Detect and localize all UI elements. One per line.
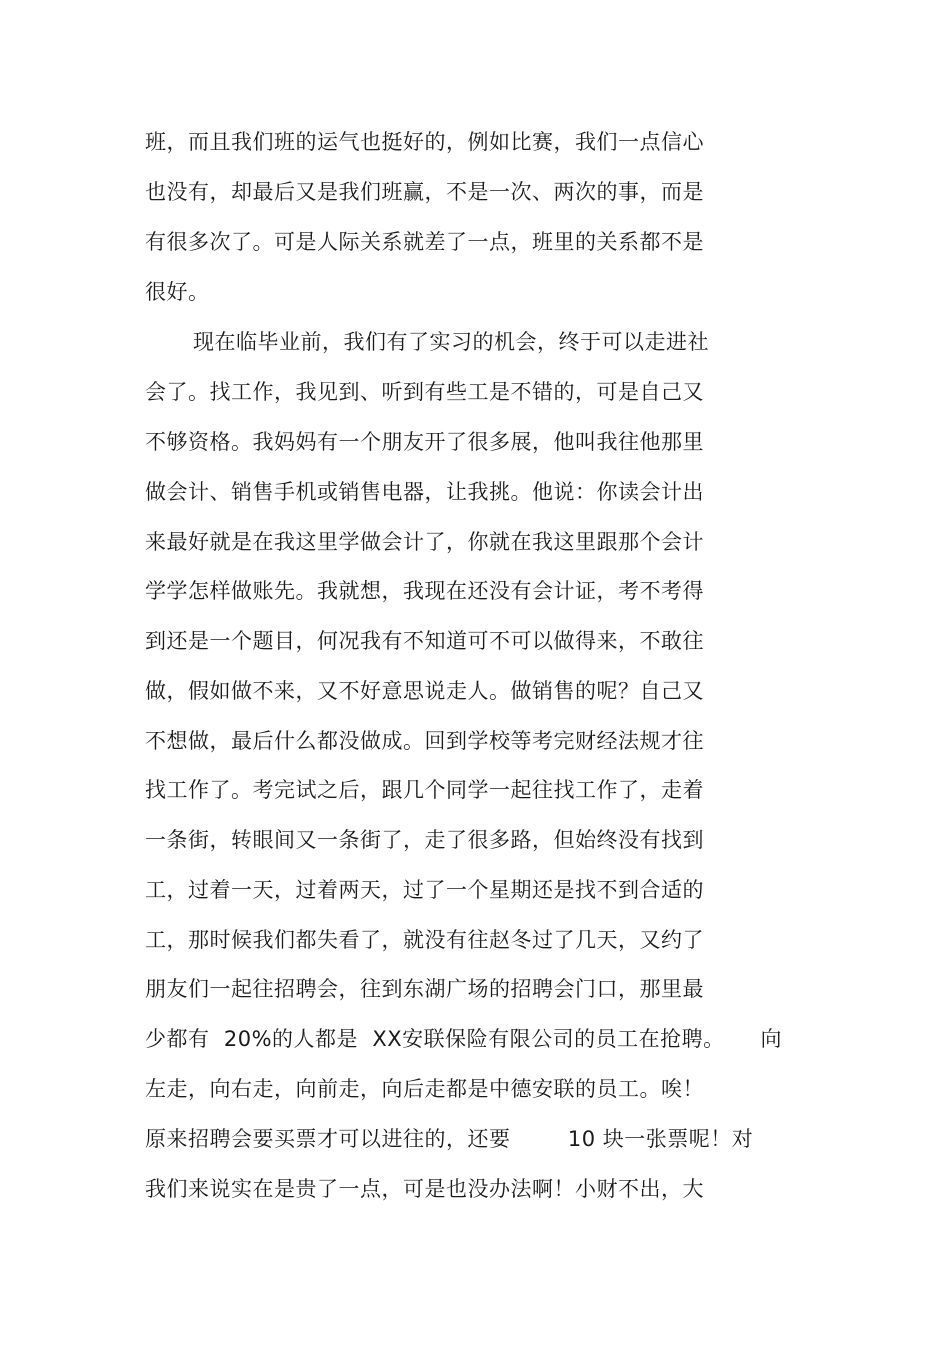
paragraph-line: 有很多次了。可是人际关系就差了一点，班里的关系都不是	[145, 230, 704, 254]
paragraph-line: 也没有，却最后又是我们班赢，不是一次、两次的事，而是	[145, 180, 704, 204]
paragraph-line: 工，过着一天，过着两天，过了一个星期还是找不到合适的	[145, 878, 704, 902]
paragraph-line: 找工作了。考完试之后，跟几个同学一起往找工作了，走着	[145, 778, 704, 802]
paragraph-line: 左走，向右走，向前走，向后走都是中德安联的员工。唉！	[145, 1077, 704, 1101]
paragraph-line: 不想做，最后什么都没做成。回到学校等考完财经法规才往	[145, 729, 704, 753]
paragraph-line: 来最好就是在我这里学做会计了，你就在我这里跟那个会计	[145, 530, 704, 554]
paragraph-line: 不够资格。我妈妈有一个朋友开了很多展，他叫我往他那里	[145, 430, 704, 454]
paragraph-line: 工，那时候我们都失看了，就没有往赵冬过了几天，又约了	[145, 928, 704, 952]
paragraph-line: 原来招聘会要买票才可以进往的，还要 10 块一张票呢！对	[145, 1127, 754, 1151]
paragraph-line: 做，假如做不来，又不好意思说走人。做销售的呢？自己又	[145, 679, 704, 703]
paragraph-line: 很好。	[145, 280, 210, 304]
paragraph-line: 班，而且我们班的运气也挺好的，例如比赛，我们一点信心	[145, 130, 704, 154]
paragraph-line: 少都有 20%的人都是 XX安联保险有限公司的员工在抢聘。 向	[145, 1027, 783, 1051]
paragraph-line: 做会计、销售手机或销售电器，让我挑。他说：你读会计出	[145, 480, 704, 504]
paragraph-line: 我们来说实在是贵了一点，可是也没办法啊！小财不出，大	[145, 1177, 704, 1201]
paragraph-first-line: 现在临毕业前，我们有了实习的机会，终于可以走进社	[193, 330, 709, 354]
paragraph-line: 朋友们一起往招聘会，往到东湖广场的招聘会门口，那里最	[145, 977, 704, 1001]
paragraph-line: 到还是一个题目，何况我有不知道可不可以做得来，不敢往	[145, 629, 704, 653]
paragraph-line: 会了。找工作，我见到、听到有些工是不错的，可是自己又	[145, 380, 704, 404]
paragraph-line: 一条街，转眼间又一条街了，走了很多路，但始终没有找到	[145, 828, 704, 852]
paragraph-line: 学学怎样做账先。我就想，我现在还没有会计证，考不考得	[145, 579, 704, 603]
